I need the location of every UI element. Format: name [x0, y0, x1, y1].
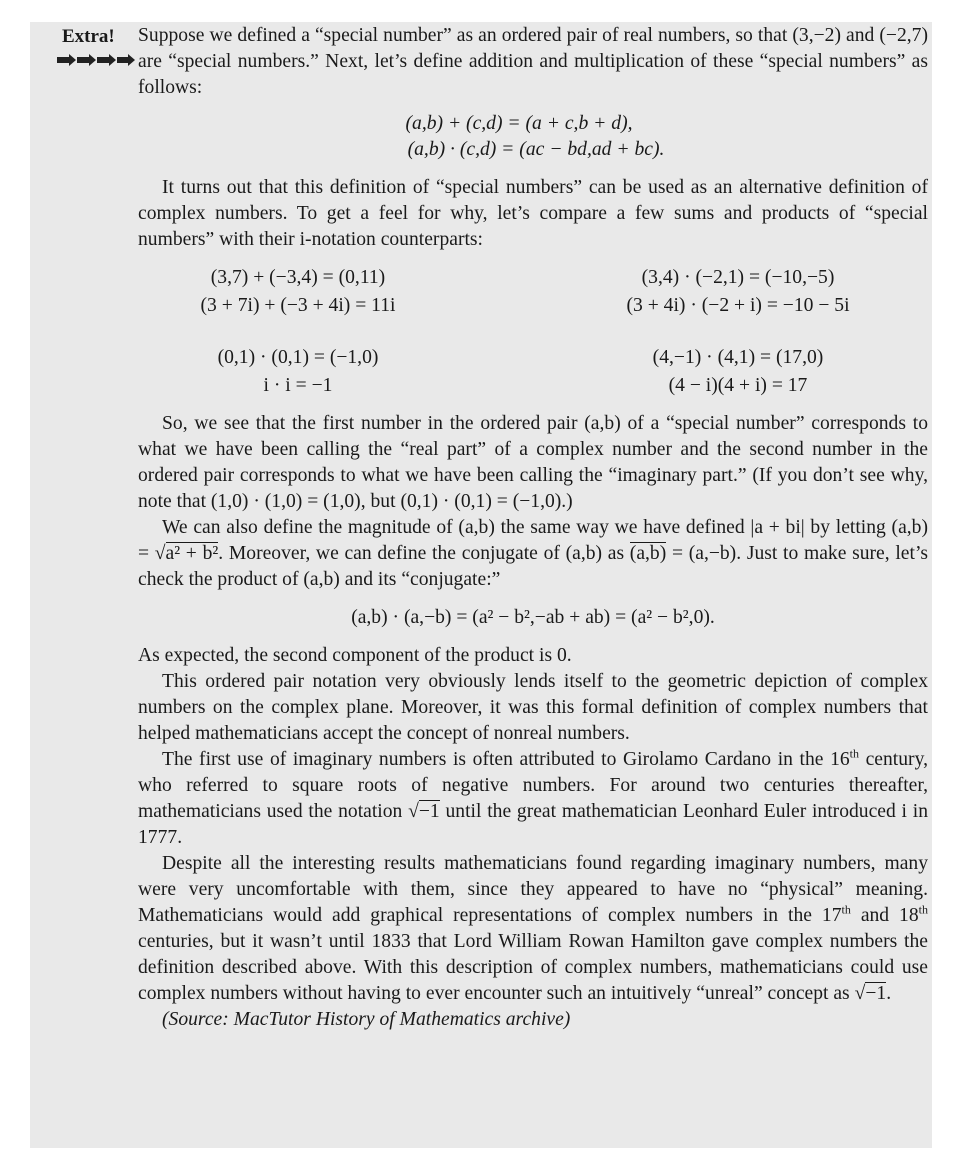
- extra-content: [138, 23, 928, 1033]
- conjugate-notation: (a,b): [629, 543, 667, 564]
- extra-label: Extra!: [62, 26, 115, 47]
- history-text-2: century, who referred to square roots of negative numbers. For around two centuries thereafter, mathematicians used the notation: [138, 749, 928, 822]
- example-equations: [78, 265, 958, 399]
- ordered-pair-paragraph: So, we see that the first number in the ordered pair (a,b) of a “special number” corresponds to what we have been calling the “real part” of a complex number and the second number in the ordered pair corresponds to what we have been calling the “imaginary part.” (If you don’t see why, note that (1,0) · (1,0) = (1,0), but (0,1) · (0,1) = (−1,0).): [138, 413, 928, 512]
- despite-text-2: and 18: [850, 905, 919, 926]
- history-sup-1: th: [849, 746, 860, 761]
- example-inotation-2: (3 + 4i) · (−2 + i) = −10 − 5i: [626, 295, 850, 316]
- history-text-3: until the great mathematician Leonhard Euler introduced i in 1777.: [138, 801, 928, 848]
- multiplication-definition: (a,b) · (c,d) = (ac − bd,ad + bc).: [407, 139, 665, 160]
- despite-paragraph: Despite all the interesting results mathematicians found regarding imaginary numbers, many were very uncomfortable with them, since they appeared to have no “physical” meaning. Mathematicians would add graphical representations of complex numbers in the 17th and 18th centuries, but it wasn’t until 1833 that Lord William Rowan Hamilton gave complex numbers the definition described above. With this description of complex numbers, mathematicians could use complex numbers without having to ever encounter such an intuitively “unreal” concept as √−1.: [138, 853, 928, 1004]
- magnitude-text-2: . Moreover, we can define the conjugate of (a,b) as: [218, 543, 630, 564]
- history-text-1: The first use of imaginary numbers is often attributed to Girolamo Cardano in the 16: [162, 749, 850, 770]
- despite-text-4: .: [886, 983, 892, 1004]
- history-sqrt: −1: [418, 801, 440, 822]
- magnitude-sqrt: a² + b²: [165, 543, 219, 564]
- magnitude-paragraph: We can also define the magnitude of (a,b) the same way we have defined |a + bi| by letting (a,b) = √a² + b². Moreover, we can define the conjugate of (a,b) as (a,b) = (a,−b). Just to make sure, let’s check the product of (a,b) and its “conjugate:”: [138, 517, 929, 590]
- conjugate-product-equation: (a,b) · (a,−b) = (a² − b²,−ab + ab) = (a² − b²,0).: [351, 607, 715, 628]
- history-paragraph: The first use of imaginary numbers is often attributed to Girolamo Cardano in the 16th century, who referred to square roots of negative numbers. For around two centuries thereafter, mathematicians used the notation √−1 until the great mathematician Leonhard Euler introduced i in 1777.: [138, 746, 928, 848]
- intro-paragraph: Suppose we defined a “special number” as an ordered pair of real numbers, so that (3,−2) and (−2,7) are “special numbers.” Next, let’s define addition and multiplication of these “special numbers” as follows:: [138, 25, 928, 98]
- arrows-icon: [57, 53, 135, 67]
- example-inotation-3: i · i = −1: [263, 375, 333, 396]
- example-inotation-1: (3 + 7i) + (−3 + 4i) = 11i: [200, 295, 396, 316]
- source-citation: (Source: MacTutor History of Mathematics archive): [162, 1009, 571, 1030]
- despite-sup-2: th: [918, 902, 928, 917]
- expected-paragraph: As expected, the second component of the product is 0.: [138, 645, 572, 666]
- despite-text-1: Despite all the interesting results mathematicians found regarding imaginary numbers, many were very uncomfortable with them, since they appeared to have no “physical” meaning. Mathematicians would add graphical representations of complex numbers in the 17: [138, 853, 928, 926]
- despite-sup-1: th: [841, 902, 851, 917]
- example-inotation-4: (4 − i)(4 + i) = 17: [668, 375, 808, 396]
- magnitude-text-1: We can also define the magnitude of (a,b) the same way we have defined |a + bi| by letting (a,b) =: [138, 517, 928, 564]
- example-pair-1: (3,7) + (−3,4) = (0,11): [210, 267, 386, 288]
- definition-equations: [138, 111, 928, 163]
- despite-sqrt: −1: [865, 983, 887, 1004]
- example-pair-4: (4,−1) · (4,1) = (17,0): [652, 347, 824, 368]
- comparison-intro-paragraph: It turns out that this definition of “special numbers” can be used as an alternative definition of complex numbers. To get a feel for why, let’s compare a few sums and products of “special numbers” with their i-notation counterparts:: [138, 177, 928, 250]
- example-pair-2: (3,4) · (−2,1) = (−10,−5): [641, 267, 835, 288]
- example-pair-3: (0,1) · (0,1) = (−1,0): [217, 347, 379, 368]
- despite-text-3: centuries, but it wasn’t until 1833 that Lord William Rowan Hamilton gave complex numbers the definition described above. With this description of complex numbers, mathematicians could use complex numbers without having to ever encounter such an intuitively “unreal” concept as: [138, 931, 928, 1004]
- addition-definition: (a,b) + (c,d) = (a + c,b + d),: [405, 113, 633, 134]
- magnitude-text-3: = (a,−b). Just to make sure, let’s check the product of (a,b) and its “conjugate:”: [138, 543, 929, 590]
- geometric-paragraph: This ordered pair notation very obviously lends itself to the geometric depiction of complex numbers on the complex plane. Moreover, it was this formal definition of complex numbers that helped mathematicians accept the concept of nonreal numbers.: [138, 671, 928, 744]
